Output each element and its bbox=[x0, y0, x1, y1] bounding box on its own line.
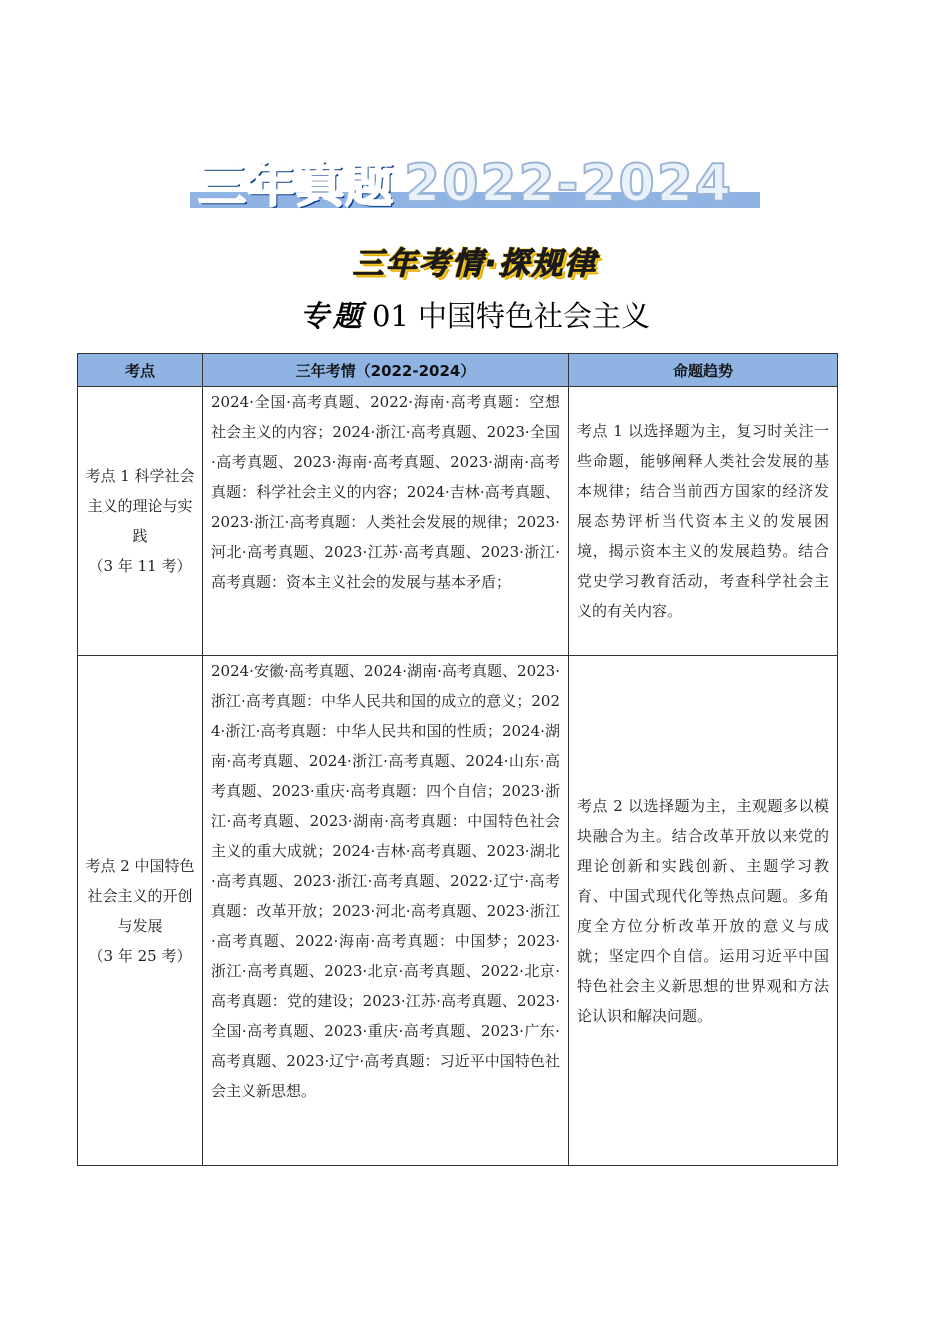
topic-title bbox=[0, 294, 950, 335]
table-row bbox=[78, 387, 838, 656]
exam-point-cell bbox=[78, 387, 203, 656]
topic-name: 01 中国特色社会主义 bbox=[371, 299, 651, 333]
trend-cell: 考点 1 以选择题为主，复习时关注一些命题，能够阐释人类社会发展的基本规律；结合当前西方国家的经济发展态势评析当代资本主义的发展困境，揭示资本主义的发展趋势。结合党史学习教育活动，考查科学社会主义的有关内容。 bbox=[569, 387, 838, 656]
exam-point-count: （3 年 11 考） bbox=[88, 557, 192, 575]
banner-years-text: 2022-2024 bbox=[404, 154, 734, 214]
trend-cell: 考点 2 以选择题为主，主观题多以模块融合为主。结合改革开放以来党的理论创新和实践创新、主题学习教育、中国式现代化等热点问题。多角度全方位分析改革开放的意义与成就；坚定四个自信。运用习近平中国特色社会主义新思想的世界观和方法论认识和解决问题。 bbox=[569, 656, 838, 1166]
topic-prefix: 专题 bbox=[299, 299, 366, 333]
exam-point-name: 考点 2 中国特色社会主义的开创与发展 bbox=[85, 856, 195, 935]
table-row bbox=[78, 656, 838, 1166]
exam-point-count: （3 年 25 考） bbox=[88, 946, 192, 965]
exam-point-cell bbox=[78, 656, 203, 1166]
subtitle: 三年考情·探规律 bbox=[352, 246, 598, 282]
table-header-row bbox=[78, 354, 838, 387]
exam-point-name: 考点 1 科学社会主义的理论与实践 bbox=[85, 467, 195, 545]
header-exam-point: 考点 bbox=[78, 354, 203, 387]
header-trend: 命题趋势 bbox=[569, 354, 838, 387]
header-three-year-analysis: 三年考情（2022-2024） bbox=[203, 354, 569, 387]
header-banner bbox=[190, 150, 760, 214]
exam-list-cell: 2024·安徽·高考真题、2024·湖南·高考真题、2023·浙江·高考真题：中华人民共和国的成立的意义；2024·浙江·高考真题：中华人民共和国的性质；2024·湖南·高考真题、2024·浙江·高考真题、2024·山东·高考真题、2023·重庆·高考真题：四个自信；2023·浙江·高考真题、2023·湖南·高考真题：中国特色社会主义的重大成就；2024·吉林·高考真题、2023·湖北·高考真题、2023·浙江·高考真题、2022·辽宁·高考真题：改革开放；2023·河北·高考真题、2023·浙江·高考真题、2022·海南·高考真题：中国梦；2023·浙江·高考真题、2023·北京·高考真题、2022·北京·高考真题：党的建设；2023·江苏·高考真题、2023·全国·高考真题、2023·重庆·高考真题、2023·广东·高考真题、2023·辽宁·高考真题：习近平中国特色社会主义新思想。 bbox=[203, 656, 569, 1166]
banner-title bbox=[198, 146, 733, 215]
banner-main-text: 三年真题 bbox=[198, 157, 395, 213]
exam-analysis-table bbox=[77, 353, 838, 1166]
exam-list-cell: 2024·全国·高考真题、2022·海南·高考真题：空想社会主义的内容；2024·浙江·高考真题、2023·全国·高考真题、2023·海南·高考真题、2023·湖南·高考真题：科学社会主义的内容；2024·吉林·高考真题、2023·浙江·高考真题：人类社会发展的规律；2023·河北·高考真题、2023·江苏·高考真题、2023·浙江·高考真题：资本主义社会的发展与基本矛盾； bbox=[203, 387, 569, 656]
